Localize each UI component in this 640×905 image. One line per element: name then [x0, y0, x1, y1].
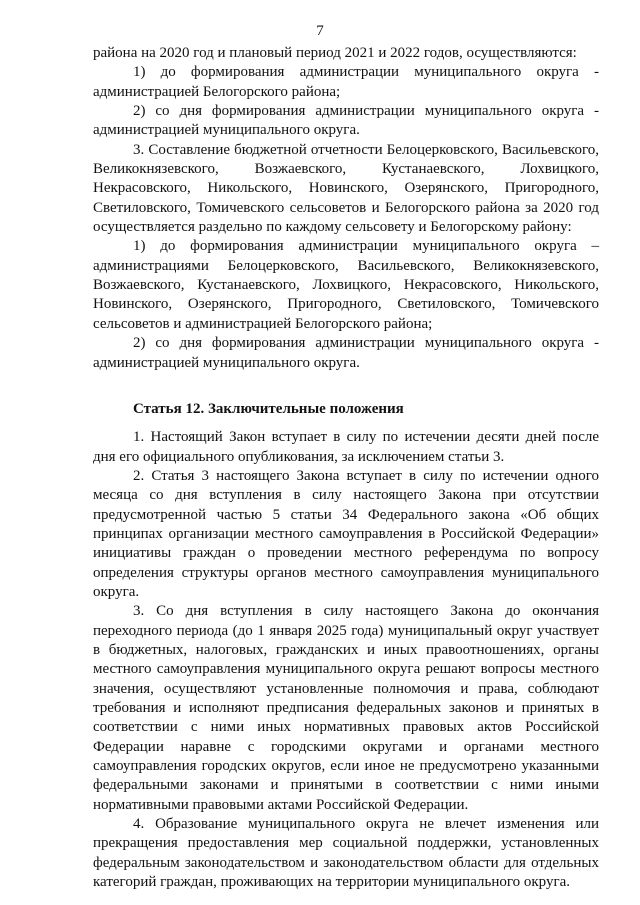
paragraph: 3. Составление бюджетной отчетности Белоцерковского, Васильевского, Великокнязевского, Возжаевского, Кустанаевского, Лохвицкого, Некрасовского, Никольского, Новинского, Озерянского, Пригородного, Светиловского, Томичевского сельсоветов и Белогорского района за 2020 год осуществляется раздельно по каждому сельсовету и Белогорскому району: — [93, 141, 599, 236]
paragraph: 1) до формирования администрации муниципального округа – администрациями Белоцерковского, Васильевского, Великокнязевского, Возжаевского, Кустанаевского, Лохвицкого, Некрасовского, Никольского, Новинского, Озерянского, Пригородного, Светиловского, Томичевского сельсоветов и администрацией Белогорского района; — [93, 238, 599, 332]
paragraph: 2) со дня формирования администрации муниципального округа - администрацией муниципального округа. — [93, 103, 599, 139]
page-number: 7 — [316, 23, 324, 39]
paragraph: района на 2020 год и плановый период 2021 и 2022 годов, осуществляются: — [93, 45, 577, 61]
paragraph: 3. Со дня вступления в силу настоящего Закона до окончания переходного периода (до 1 января 2025 года) муниципальный округ участвует в бюджетных, налоговых, гражданских и иных правоотношениях, органы местного самоуправления муниципального округа решают вопросы местного значения, осуществляют установленные полномочия и права, соблюдают требования и исполняют предписания федеральных законов и принятых в соответствии с ними иных нормативных правовых актов Российской Федерации наравне с городскими округами и органами местного самоуправления городских округов, если иное не предусмотрено указанными федеральными законами и принятыми в соответствии с ними иными нормативными правовыми актами Российской Федерации. — [93, 603, 599, 813]
paragraph: 2) со дня формирования администрации муниципального округа - администрацией муниципального округа. — [93, 335, 599, 371]
article-heading: Статья 12. Заключительные положения — [133, 400, 404, 417]
paragraph: 4. Образование муниципального округа не влечет изменения или прекращения предоставления мер социальной поддержки, установленных федеральным законодательством и законодательством области для отдельных категорий граждан, проживающих на территории муниципального округа. — [93, 816, 599, 891]
document-body — [93, 44, 599, 892]
paragraph: 1. Настоящий Закон вступает в силу по истечении десяти дней после дня его официального опубликования, за исключением статьи 3. — [93, 429, 599, 465]
paragraph: 2. Статья 3 настоящего Закона вступает в силу по истечении одного месяца со дня вступления в силу настоящего Закона при отсутствии предусмотренной частью 5 статьи 34 Федерального закона «Об общих принципах организации местного самоуправления в Российской Федерации» инициативы граждан о проведении местного референдума по вопросу определения структуры органов местного самоуправления муниципального округа. — [93, 467, 599, 600]
paragraph: 1) до формирования администрации муниципального округа - администрацией Белогорского района; — [93, 64, 599, 100]
